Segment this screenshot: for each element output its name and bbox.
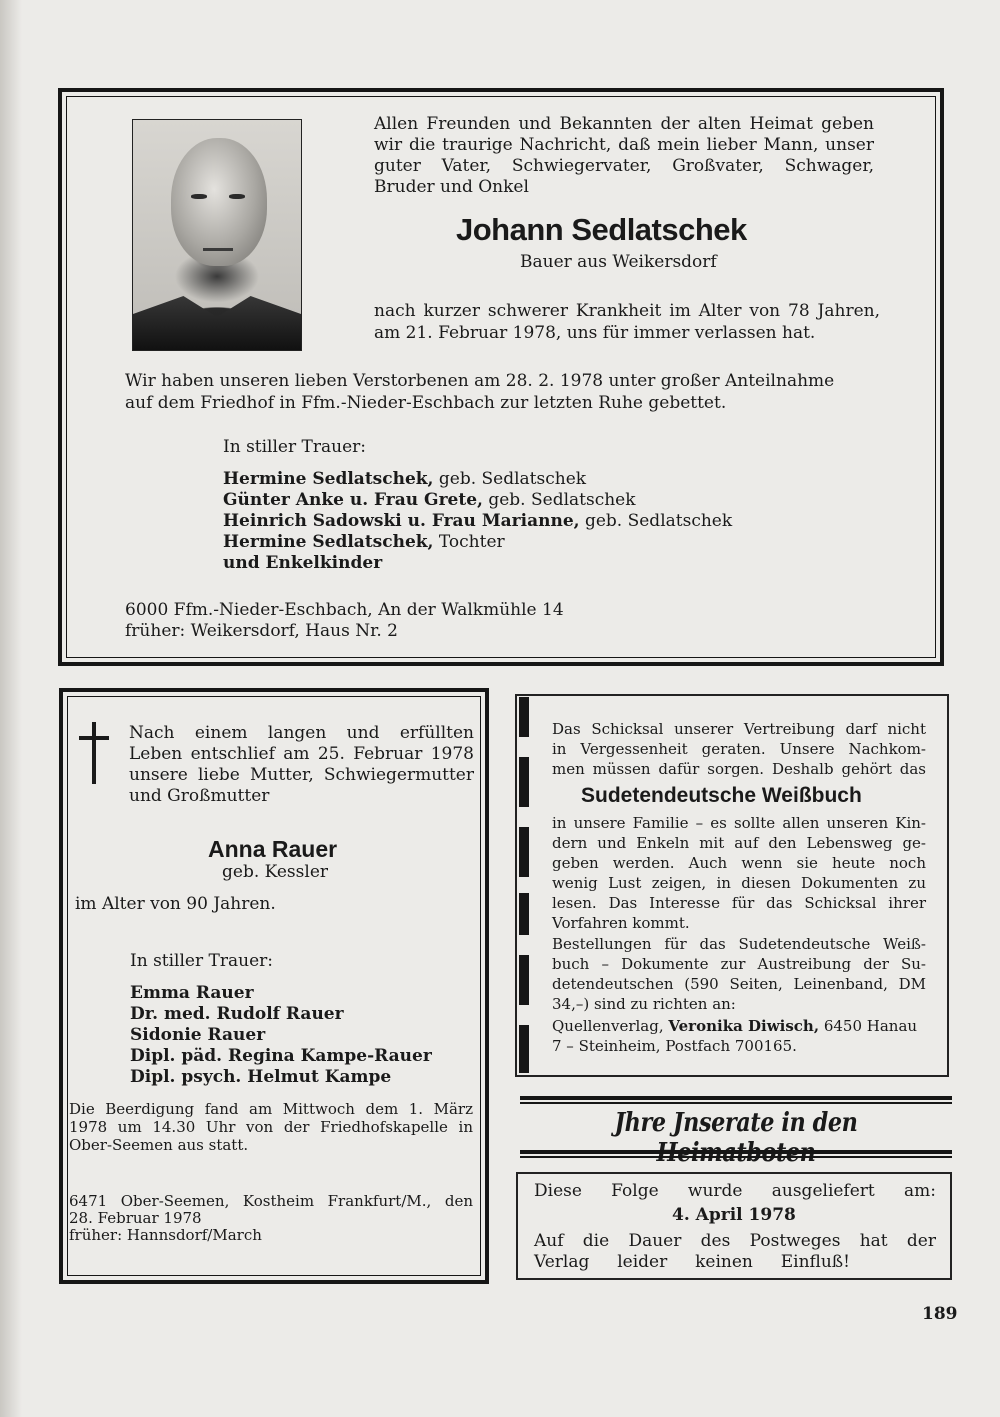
obituary1-address: 6000 Ffm.-Nieder-Eschbach, An der Walkmühle 14 früher: Weikersdorf, Haus Nr. 2 <box>125 600 564 641</box>
obituary1-mourners <box>223 469 732 574</box>
obituary2-name: Anna Rauer <box>208 836 338 862</box>
obituary1-occupation: Bauer aus Weikersdorf <box>520 252 717 272</box>
obituary2-address: 6471 Ober-Seemen, Kostheim Frankfurt/M., den 28. Februar 1978 früher: Hannsdorf/March <box>69 1192 473 1244</box>
mourner: Hermine Sedlatschek, geb. Sedlatschek <box>223 469 587 489</box>
weissbuch-publisher: Quellenverlag, Veronika Diwisch, 6450 Hanau 7 – Steinheim, Postfach 700165. <box>552 1017 918 1055</box>
delivery-date: 4. April 1978 <box>672 1205 796 1225</box>
delivery-disclaimer: Auf die Dauer des Postweges hat der Verlag leider keinen Einfluß! <box>534 1231 936 1272</box>
banner-rule-bottom <box>520 1150 952 1154</box>
obituary2-mourners <box>130 983 432 1088</box>
mourner: Günter Anke u. Frau Grete, geb. Sedlatschek <box>223 490 636 510</box>
mourner: Dipl. psych. Helmut Kampe <box>130 1067 392 1087</box>
mourner: Heinrich Sadowski u. Frau Marianne, geb. Sedlatschek <box>223 511 733 531</box>
heimatboten-banner: Jhre Jnserate in den <box>614 1108 858 1138</box>
decorative-bar <box>519 697 529 737</box>
decorative-bar <box>519 1025 529 1073</box>
weissbuch-body: in unsere Familie – es sollte allen unseren Kin- dern und Enkeln mit auf den Lebensweg ge- geben werden. Auch wenn sie heute noch wenig Lust zeigen, in diesen Dokumenten zu lesen. Das Interesse für das Schicksal ihrer Vorfahren kommt. <box>552 814 926 932</box>
mourner: Dr. med. Rudolf Rauer <box>130 1004 344 1024</box>
page-number: 189 <box>922 1304 958 1324</box>
weissbuch-title: Sudetendeutsche Weißbuch <box>581 784 862 807</box>
mourner: Dipl. päd. Regina Kampe-Rauer <box>130 1046 432 1066</box>
obituary1-death-notice: nach kurzer schwerer Krankheit im Alter von 78 Jahren, am 21. Februar 1978, uns für immer verlassen hat. <box>374 301 880 343</box>
obituary2-mourning-heading: In stiller Trauer: <box>130 951 273 971</box>
decorative-bar <box>519 827 529 877</box>
banner-rule-top <box>520 1102 952 1104</box>
obituary2-funeral: Die Beerdigung fand am Mittwoch dem 1. März 1978 um 14.30 Uhr von der Friedhofskapelle in Ober-Seemen aus statt. <box>69 1100 473 1154</box>
page-edge-shadow <box>0 0 22 1417</box>
mourner: Hermine Sedlatschek, Tochter <box>223 532 505 552</box>
mourner: Sidonie Rauer <box>130 1025 266 1045</box>
cross-icon <box>79 722 109 784</box>
obituary2-maiden-name: geb. Kessler <box>222 862 329 882</box>
obituary2-age: im Alter von 90 Jahren. <box>75 894 276 914</box>
obituary1-name: Johann Sedlatschek <box>456 212 747 247</box>
obituary2-intro: Nach einem langen und erfüllten Leben entschlief am 25. Februar 1978 unsere liebe Mutter, Schwiegermutter und Großmutter <box>129 723 474 806</box>
weissbuch-order-info: Bestellungen für das Sudetendeutsche Weiß- buch – Dokumente zur Austreibung der Su- detendeutschen (590 Seiten, Leinenband, DM 34,–) sind zu richten an: <box>552 935 926 1013</box>
obituary1-burial: Wir haben unseren lieben Verstorbenen am 28. 2. 1978 unter großer Anteilnahme auf dem Friedhof in Ffm.-Nieder-Eschbach zur letzten Ruhe gebettet. <box>125 371 835 413</box>
mourner: Emma Rauer <box>130 983 254 1003</box>
banner-rule-top <box>520 1096 952 1100</box>
decorative-bar <box>519 893 529 935</box>
obituary1-mourning-heading: In stiller Trauer: <box>223 437 366 457</box>
portrait-photo <box>132 119 302 351</box>
weissbuch-intro: Das Schicksal unserer Vertreibung darf nicht in Vergessenheit geraten. Unsere Nachkom- men müssen dafür sorgen. Deshalb gehört das <box>552 720 926 778</box>
banner-rule-bottom <box>520 1156 952 1158</box>
delivery-line: Diese Folge wurde ausgeliefert am: <box>534 1181 936 1201</box>
decorative-bar <box>519 757 529 807</box>
decorative-bar <box>519 955 529 1005</box>
obituary1-intro: Allen Freunden und Bekannten der alten Heimat geben wir die traurige Nachricht, daß mein lieber Mann, unser guter Vater, Schwiegervater, Großvater, Schwager, Bruder und Onkel <box>374 114 874 197</box>
mourner: und Enkelkinder <box>223 553 383 573</box>
